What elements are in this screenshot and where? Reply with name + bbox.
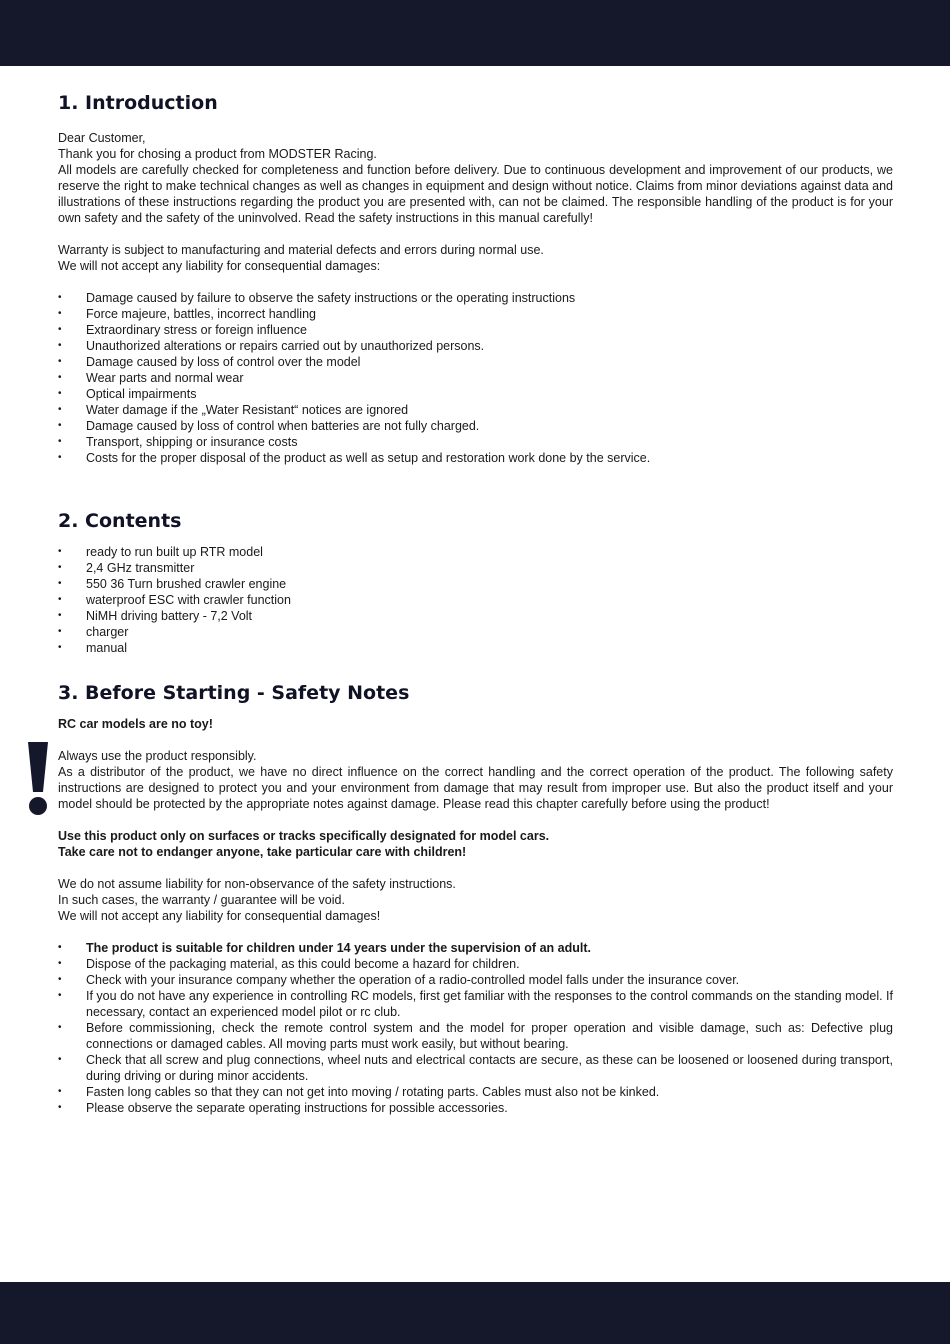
warranty-line: Warranty is subject to manufacturing and material defects and errors during normal use. bbox=[58, 243, 544, 257]
list-item: • Before commissioning, check the remote control system and the model for proper operation and visible damage, such as: Defective plug connections or damaged cables. All moving parts must work easily, but without bearing. bbox=[58, 1020, 893, 1052]
responsibly-line: Always use the product responsibly. bbox=[58, 749, 257, 763]
list-item: • Force majeure, battles, incorrect handling bbox=[58, 306, 893, 322]
greeting: Dear Customer, bbox=[58, 131, 146, 145]
safety-paragraph: As a distributor of the product, we have no direct influence on the correct handling and the correct operation of the product. The following safety instructions are designed to protect you and your environment from damage that may result from improper use. But also the product itself and your model should be protected by the appropriate notes against damage. Please read this chapter carefully before using the product! bbox=[58, 765, 893, 811]
consequential-line: We will not accept any liability for consequential damages! bbox=[58, 909, 381, 923]
list-item: • Transport, shipping or insurance costs bbox=[58, 434, 893, 450]
heading-contents: 2. Contents bbox=[58, 510, 182, 532]
list-item: • Extraordinary stress or foreign influence bbox=[58, 322, 893, 338]
list-item: • NiMH driving battery - 7,2 Volt bbox=[58, 608, 893, 624]
heading-safety-notes: 3. Before Starting - Safety Notes bbox=[58, 682, 410, 704]
heading-introduction: 1. Introduction bbox=[58, 92, 218, 114]
no-toy-warning: RC car models are no toy! bbox=[58, 717, 213, 731]
list-item: • Damage caused by loss of control over the model bbox=[58, 354, 893, 370]
list-item: • Costs for the proper disposal of the product as well as setup and restoration work done by the service. bbox=[58, 450, 893, 466]
list-item: • Unauthorized alterations or repairs carried out by unauthorized persons. bbox=[58, 338, 893, 354]
liability-list bbox=[58, 290, 893, 466]
safety-list bbox=[58, 940, 893, 1116]
header-band bbox=[0, 0, 950, 66]
no-liability-line: We do not assume liability for non-observance of the safety instructions. bbox=[58, 877, 456, 891]
footer-band bbox=[0, 1282, 950, 1344]
list-item: • Please observe the separate operating instructions for possible accessories. bbox=[58, 1100, 893, 1116]
void-line: In such cases, the warranty / guarantee will be void. bbox=[58, 893, 345, 907]
document-body bbox=[58, 90, 893, 1116]
list-item: • waterproof ESC with crawler function bbox=[58, 592, 893, 608]
list-item: • manual bbox=[58, 640, 893, 656]
list-item: • Damage caused by failure to observe the safety instructions or the operating instructions bbox=[58, 290, 893, 306]
exclamation-icon bbox=[24, 738, 52, 818]
list-item: • charger bbox=[58, 624, 893, 640]
list-item: • If you do not have any experience in controlling RC models, first get familiar with the responses to the control commands on the standing model. If necessary, contact an experienced model pilot or rc club. bbox=[58, 988, 893, 1020]
list-item: • The product is suitable for children under 14 years under the supervision of an adult. bbox=[58, 940, 893, 956]
list-item: • 2,4 GHz transmitter bbox=[58, 560, 893, 576]
list-item: • Wear parts and normal wear bbox=[58, 370, 893, 386]
list-item: • Dispose of the packaging material, as this could become a hazard for children. bbox=[58, 956, 893, 972]
list-item: • Check that all screw and plug connections, wheel nuts and electrical contacts are secure, as these can be loosened or loosened during transport, during driving or during minor accidents. bbox=[58, 1052, 893, 1084]
contents-list bbox=[58, 544, 893, 656]
thanks-line: Thank you for chosing a product from MODSTER Racing. bbox=[58, 147, 377, 161]
list-item: • Damage caused by loss of control when batteries are not fully charged. bbox=[58, 418, 893, 434]
list-item: • 550 36 Turn brushed crawler engine bbox=[58, 576, 893, 592]
liability-line: We will not accept any liability for consequential damages: bbox=[58, 259, 381, 273]
care-warning: Take care not to endanger anyone, take particular care with children! bbox=[58, 845, 467, 859]
list-item: • Optical impairments bbox=[58, 386, 893, 402]
surfaces-warning: Use this product only on surfaces or tracks specifically designated for model cars. bbox=[58, 829, 550, 843]
list-item: • Water damage if the „Water Resistant“ notices are ignored bbox=[58, 402, 893, 418]
list-item: • Fasten long cables so that they can not get into moving / rotating parts. Cables must also not be kinked. bbox=[58, 1084, 893, 1100]
list-item: • Check with your insurance company whether the operation of a radio-controlled model falls under the insurance cover. bbox=[58, 972, 893, 988]
intro-paragraph: All models are carefully checked for completeness and function before delivery. Due to continuous development and improvement of our products, we reserve the right to make technical changes as well as changes in equipment and design without notice. Claims from minor deviations against data and illustrations of these instructions regarding the product you are presented with, can not be claimed. The responsible handling of the product is for your own safety and the safety of the uninvolved. Read the safety instructions in this manual carefully! bbox=[58, 163, 893, 225]
list-item: • ready to run built up RTR model bbox=[58, 544, 893, 560]
